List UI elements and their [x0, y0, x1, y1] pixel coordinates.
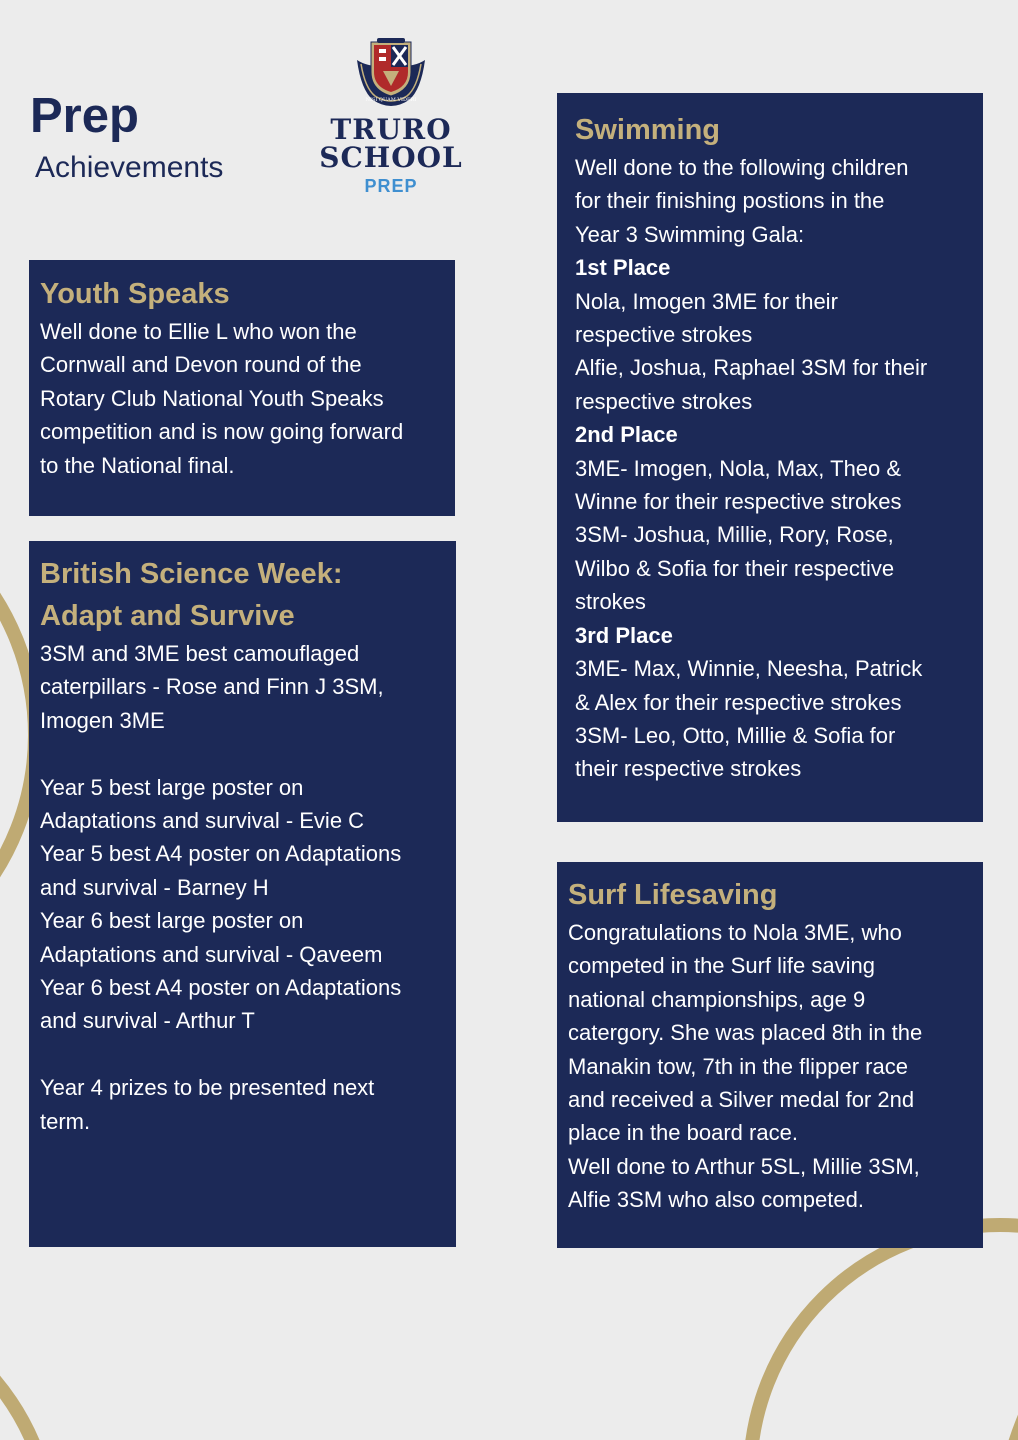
- second-place-label: 2nd Place: [575, 422, 678, 448]
- youth-speaks-body: [40, 315, 444, 482]
- text-line: Year 5 best large poster on: [40, 774, 304, 800]
- science-week-card: [29, 541, 456, 1247]
- text-line: respective strokes: [575, 322, 753, 348]
- logo-word-prep: PREP: [364, 176, 418, 196]
- science-week-heading-line2: Adapt and Survive: [40, 600, 295, 632]
- blank-line: [40, 737, 445, 770]
- surf-lifesaving-card: [557, 862, 983, 1248]
- text-line: Year 6 best A4 poster on Adaptations: [40, 975, 402, 1001]
- text-line: respective strokes: [575, 388, 753, 414]
- text-line: competed in the Surf life saving: [568, 953, 875, 979]
- text-line: Adaptations and survival - Evie C: [40, 808, 365, 834]
- text-line: Wilbo & Sofia for their respective: [575, 555, 895, 581]
- text-line: Winne for their respective strokes: [575, 489, 902, 515]
- text-line: and received a Silver medal for 2nd: [568, 1087, 915, 1113]
- science-week-heading-line1: British Science Week:: [40, 558, 343, 590]
- text-line: Well done to Ellie L who won the: [40, 319, 357, 344]
- text-line: & Alex for their respective strokes: [575, 689, 902, 715]
- text-line: Year 3 Swimming Gala:: [575, 221, 805, 247]
- text-line: Year 6 best large poster on: [40, 908, 304, 934]
- text-line: Adaptations and survival - Qaveem: [40, 941, 383, 967]
- school-logo: [318, 38, 464, 197]
- text-line: competition and is now going forward: [40, 419, 404, 445]
- blank-line: [40, 1038, 445, 1071]
- text-line: and survival - Arthur T: [40, 1008, 255, 1034]
- page-subtitle: Achievements: [35, 151, 224, 184]
- third-place-label: 3rd Place: [575, 622, 673, 648]
- text-line: Cornwall and Devon round of the: [40, 352, 362, 378]
- text-line: 3SM- Joshua, Millie, Rory, Rose,: [575, 522, 894, 548]
- text-line: and survival - Barney H: [40, 874, 269, 900]
- school-crest-icon: [355, 38, 427, 116]
- text-line: to the National final.: [40, 452, 235, 478]
- text-line: 3SM and 3ME best camouflaged: [40, 641, 360, 666]
- science-week-body: [40, 637, 445, 1138]
- text-line: Well done to the following children: [575, 155, 909, 180]
- text-line: Manakin tow, 7th in the flipper race: [568, 1053, 908, 1079]
- text-line: place in the board race.: [568, 1120, 798, 1146]
- text-line: strokes: [575, 589, 646, 615]
- text-line: 3ME- Imogen, Nola, Max, Theo &: [575, 455, 902, 481]
- text-line: Nola, Imogen 3ME for their: [575, 288, 838, 314]
- logo-word-school: SCHOOL: [319, 141, 463, 174]
- crest-motto: NISI QUAM VIDERI: [365, 97, 417, 103]
- text-line: national championships, age 9: [568, 986, 866, 1012]
- page-header: [30, 89, 224, 185]
- text-line: Year 5 best A4 poster on Adaptations: [40, 841, 402, 867]
- surf-lifesaving-body: [568, 916, 972, 1217]
- text-line: Year 4 prizes to be presented next: [40, 1075, 375, 1101]
- text-line: Well done to Arthur 5SL, Millie 3SM,: [568, 1153, 920, 1179]
- text-line: their respective strokes: [575, 756, 802, 782]
- text-line: Alfie 3SM who also competed.: [568, 1187, 864, 1213]
- text-line: 3ME- Max, Winnie, Neesha, Patrick: [575, 656, 923, 682]
- text-line: 3SM- Leo, Otto, Millie & Sofia for: [575, 722, 896, 748]
- logo-word-truro: TRURO: [330, 113, 452, 146]
- swimming-card: [557, 93, 983, 822]
- first-place-label: 1st Place: [575, 255, 671, 281]
- text-line: term.: [40, 1108, 91, 1134]
- youth-speaks-card: [29, 260, 455, 516]
- text-line: Alfie, Joshua, Raphael 3SM for their: [575, 355, 928, 381]
- text-line: Imogen 3ME: [40, 707, 165, 733]
- text-line: catergory. She was placed 8th in the: [568, 1020, 923, 1046]
- text-line: Congratulations to Nola 3ME, who: [568, 920, 902, 945]
- swimming-heading: Swimming: [575, 114, 721, 146]
- surf-lifesaving-heading: Surf Lifesaving: [568, 879, 778, 911]
- swimming-body: [575, 151, 965, 786]
- text-line: for their finishing postions in the: [575, 188, 885, 214]
- text-line: caterpillars - Rose and Finn J 3SM,: [40, 674, 384, 700]
- page-title: Prep: [30, 89, 139, 143]
- text-line: Rotary Club National Youth Speaks: [40, 385, 384, 411]
- youth-speaks-heading: Youth Speaks: [40, 278, 230, 310]
